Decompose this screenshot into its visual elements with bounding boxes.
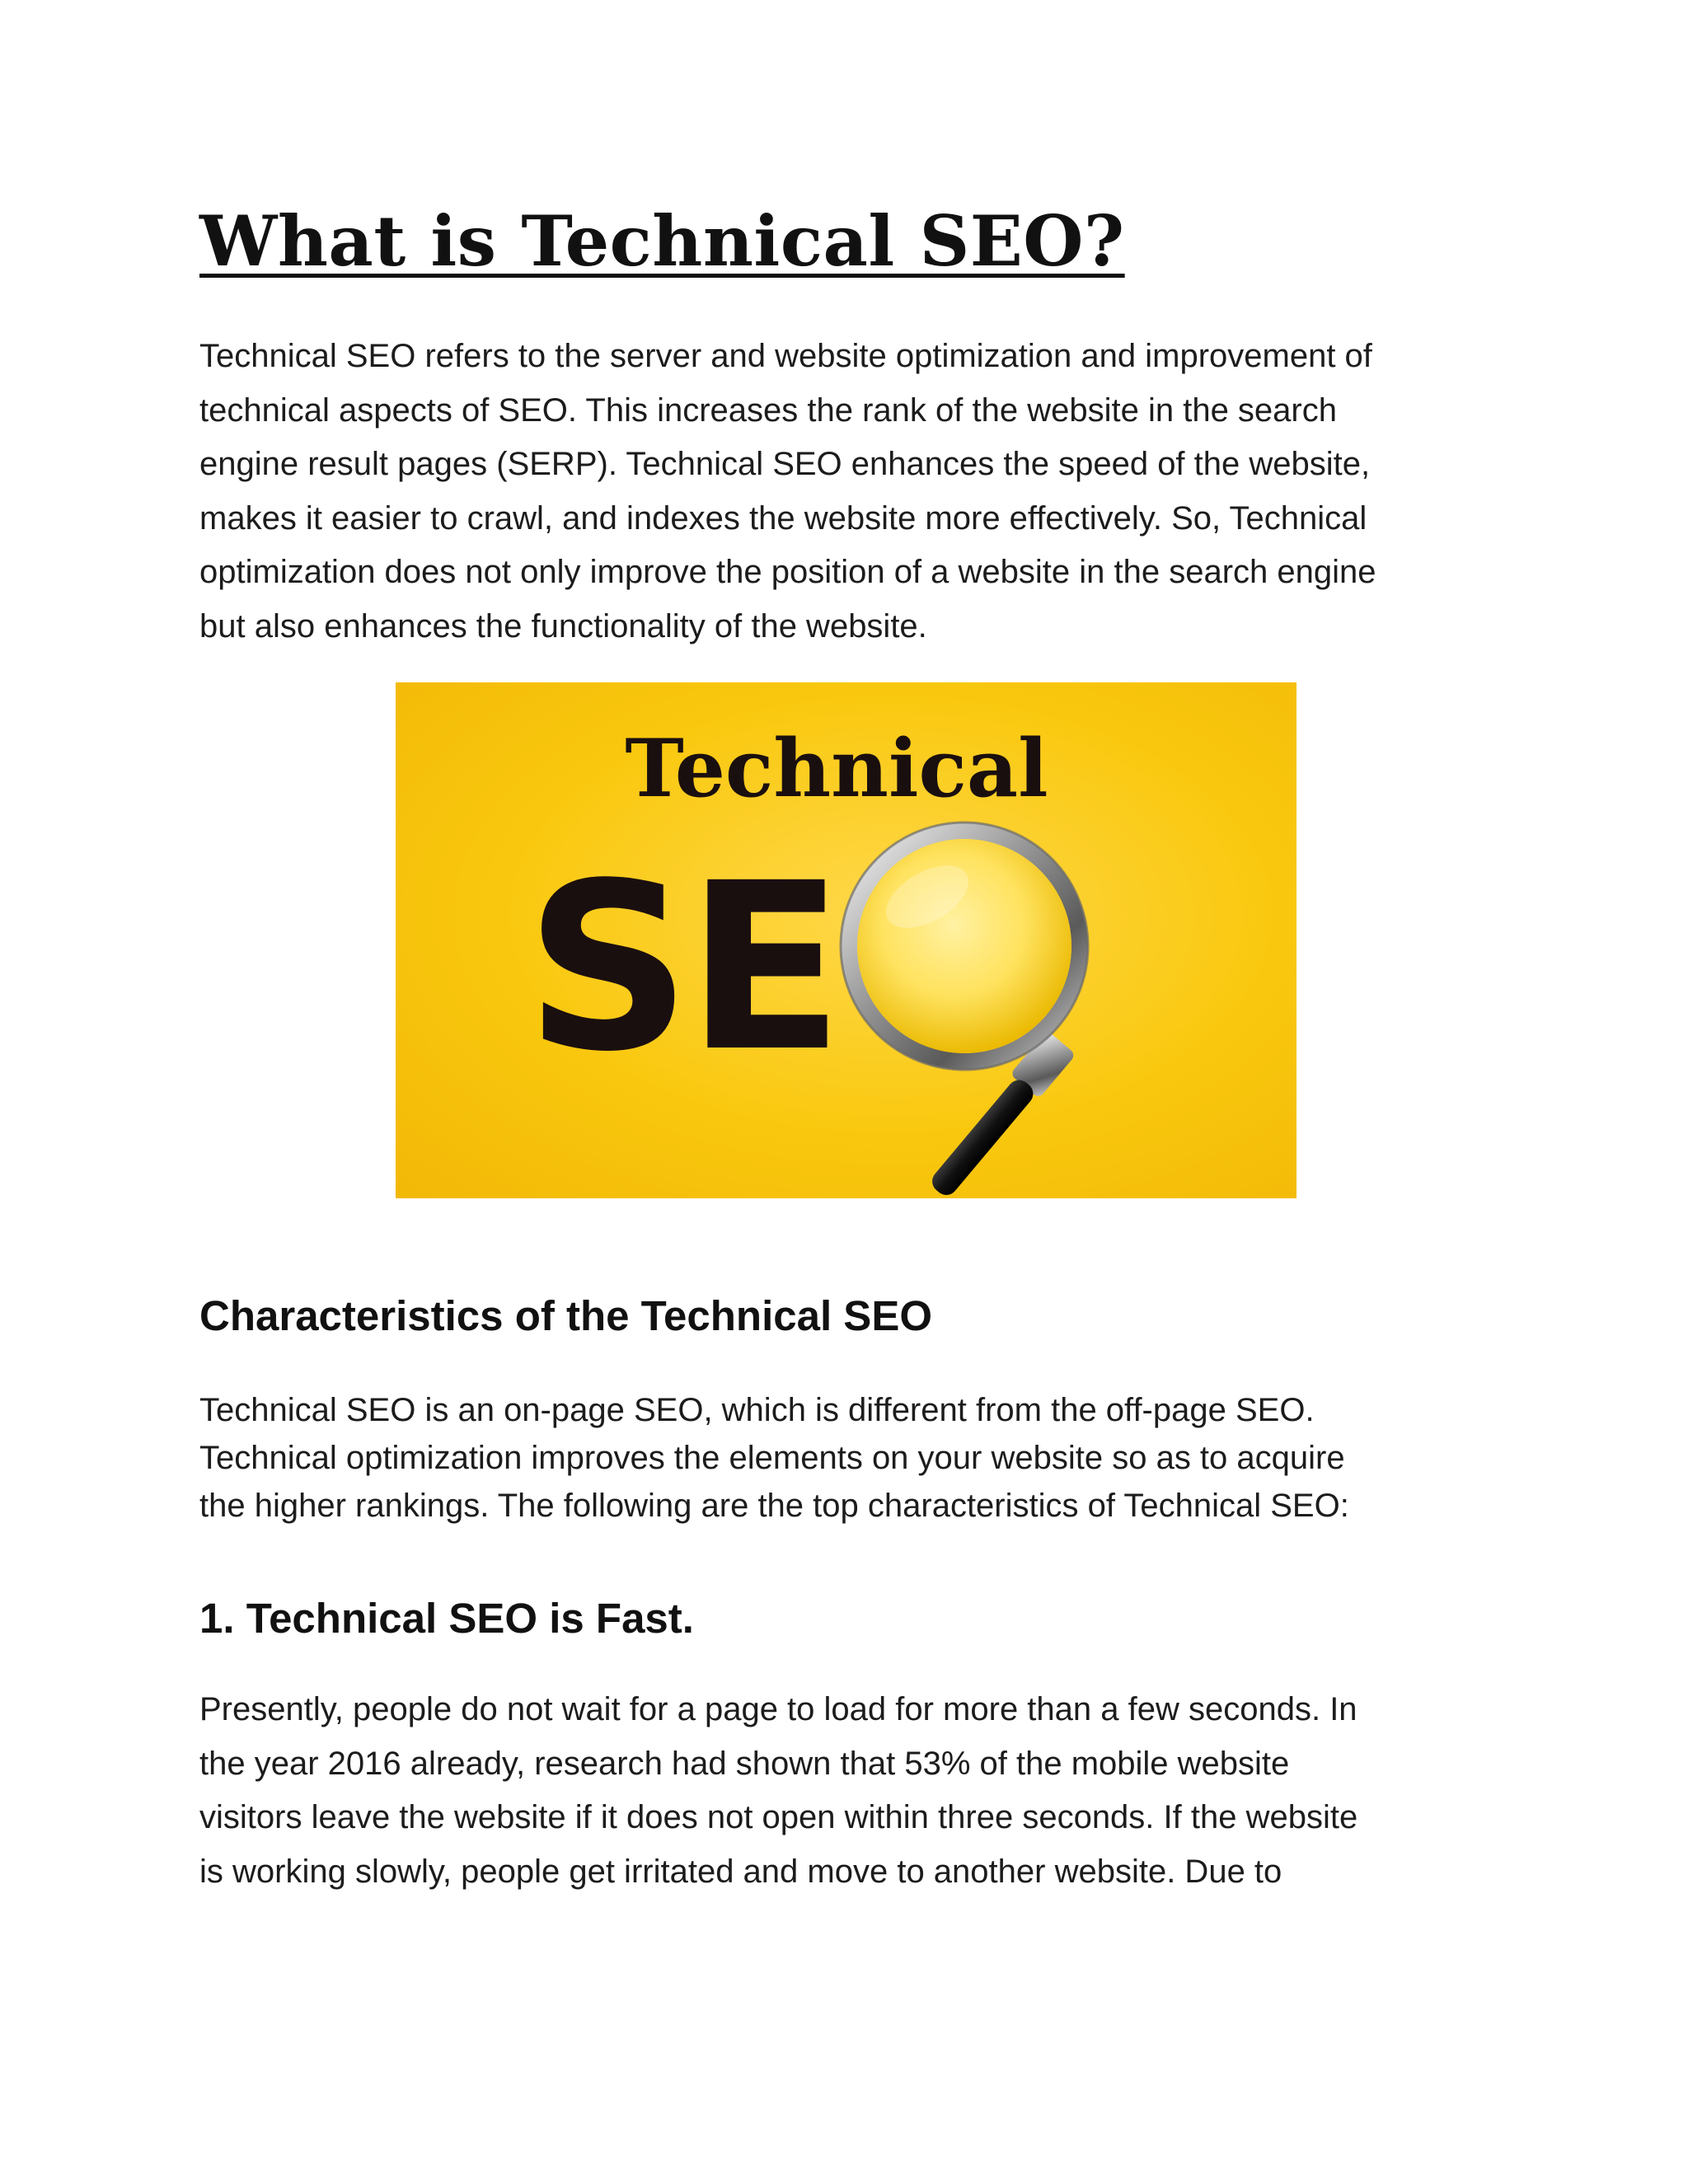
technical-seo-hero-image [396,682,1296,1198]
page-title: What is Technical SEO? [199,200,1125,282]
paragraph-line: technical aspects of SEO. This increases the rank of the website in the search [199,391,1337,429]
hero-word-seo: SE [525,834,839,1103]
paragraph-line: is working slowly, people get irritated and move to another website. Due to [199,1853,1282,1890]
fast-paragraph [199,1683,1357,1899]
paragraph-line: Technical SEO is an on-page SEO, which is different from the off-page SEO. [199,1392,1315,1428]
section-heading: Characteristics of the Technical SEO [199,1292,933,1339]
paragraph-line: makes it easier to crawl, and indexes the website more effectively. So, Technical [199,499,1367,537]
paragraph-line: optimization does not only improve the position of a website in the search engine [199,554,1376,591]
intro-paragraph [199,330,1376,654]
subheading-fast: 1. Technical SEO is Fast. [199,1595,694,1642]
paragraph-line: the year 2016 already, research had shown that 53% of the mobile website [199,1745,1290,1782]
paragraph-line: visitors leave the website if it does not open within three seconds. If the website [199,1799,1358,1836]
paragraph-line: Technical SEO refers to the server and website optimization and improvement of [199,338,1372,374]
paragraph-line: engine result pages (SERP). Technical SEO enhances the speed of the website, [199,446,1371,483]
paragraph-line: but also enhances the functionality of the website. [199,607,927,644]
characteristics-paragraph [199,1386,1349,1530]
magnifying-glass-icon [841,823,1088,1198]
paragraph-line: the higher rankings. The following are the top characteristics of Technical SEO: [199,1488,1349,1524]
hero-word-technical: Technical [625,722,1048,815]
paragraph-line: Presently, people do not wait for a page to load for more than a few seconds. In [199,1691,1357,1727]
paragraph-line: Technical optimization improves the elements on your website so as to acquire [199,1440,1345,1476]
